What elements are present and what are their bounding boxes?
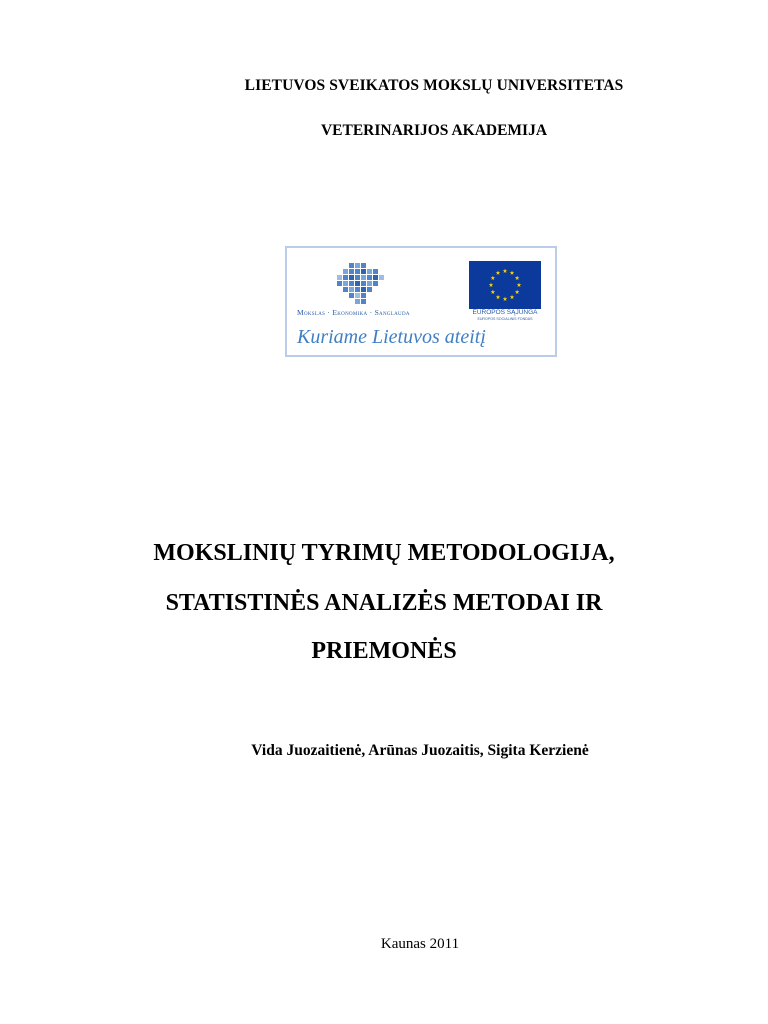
title-line-1: MOKSLINIŲ TYRIMŲ METODOLOGIJA, (153, 540, 615, 566)
eu-label: EUROPOS SĄJUNGA (472, 309, 538, 316)
place-year: Kaunas 2011 (380, 936, 460, 952)
slogan: Kuriame Lietuvos ateitį (297, 326, 486, 348)
academy-name: VETERINARIJOS AKADEMIJA (320, 122, 548, 139)
title-line-3: PRIEMONĖS (311, 638, 457, 664)
mes-tagline: Mokslas · Ekonomika · Sanglauda (297, 308, 410, 317)
funding-logo (285, 246, 557, 357)
title-line-2: STATISTINĖS ANALIZĖS METODAI IR (165, 590, 603, 616)
eu-sublabel: EUROPOS SOCIALINIS FONDAS (477, 317, 533, 321)
lithuania-map-mosaic-icon (335, 261, 387, 309)
university-name: LIETUVOS SVEIKATOS MOKSLŲ UNIVERSITETAS (244, 77, 624, 94)
authors: Vida Juozaitienė, Arūnas Juozaitis, Sigita Kerzienė (251, 742, 589, 759)
eu-flag-icon (469, 261, 541, 309)
